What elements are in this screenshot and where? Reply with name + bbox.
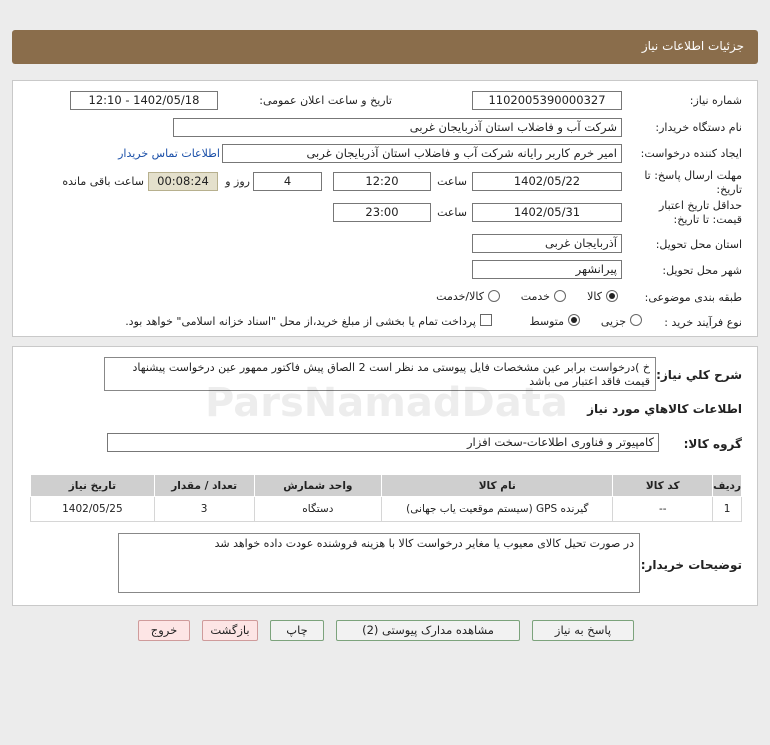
city-label: شهر محل تحویل: bbox=[662, 264, 742, 277]
reply-time-field: 12:20 bbox=[333, 172, 431, 191]
buyer-notes-text: در صورت تحیل کالای معیوب یا مغایر درخواست کالا با هزینه فروشنده عودت داده خواهد شد bbox=[214, 537, 634, 550]
process-radio-medium[interactable] bbox=[568, 314, 580, 326]
description-textarea bbox=[104, 357, 656, 391]
validity-time-field: 23:00 bbox=[333, 203, 431, 222]
days-label: روز و bbox=[225, 175, 250, 188]
process-option-medium: متوسط bbox=[529, 315, 564, 328]
cell-need-date: 1402/05/25 bbox=[31, 497, 155, 522]
attachments-button[interactable]: مشاهده مدارک پیوستی (2) bbox=[336, 620, 520, 641]
col-need-date: تاریخ نیاز bbox=[31, 475, 155, 497]
category-label: طبقه بندی موضوعی: bbox=[644, 291, 742, 304]
col-quantity: تعداد / مقدار bbox=[154, 475, 254, 497]
cell-goods-name: گیرنده GPS (سیستم موقعیت یاب جهانی) bbox=[382, 497, 613, 522]
days-remaining-field: 4 bbox=[253, 172, 322, 191]
back-button[interactable]: بازگشت bbox=[202, 620, 258, 641]
description-text: خ )درخواست برابر عین مشخصات فایل پیوستی مد نظر است 2 الصاق پیش فاکتور ممهور عین درخواست پیشنهاد قیمت فاقد اعتبار می باشد bbox=[132, 361, 650, 388]
category-radio-goods-service[interactable] bbox=[488, 290, 500, 302]
requester-field: امیر خرم کاربر رایانه شرکت آب و فاضلاب استان آذربایجان غربی bbox=[222, 144, 622, 163]
reply-time-label: ساعت bbox=[437, 175, 467, 188]
remaining-time-field: 00:08:24 bbox=[148, 172, 218, 191]
reply-button[interactable]: پاسخ به نیاز bbox=[532, 620, 634, 641]
buyer-notes-label: توضیحات خریدار: bbox=[640, 558, 742, 572]
buyer-notes-textarea bbox=[118, 533, 640, 593]
cell-goods-code: -- bbox=[613, 497, 713, 522]
buyer-contact-link[interactable]: اطلاعات تماس خریدار bbox=[118, 147, 220, 160]
category-option-service: خدمت bbox=[520, 290, 550, 303]
page-title: جزئیات اطلاعات نیاز bbox=[641, 39, 744, 53]
treasury-payment-checkbox[interactable] bbox=[480, 314, 492, 326]
validity-label: حداقل تاریخ اعتبار bbox=[658, 199, 742, 212]
reply-date-field: 1402/05/22 bbox=[472, 172, 622, 191]
table-row bbox=[31, 497, 742, 522]
cell-quantity: 3 bbox=[154, 497, 254, 522]
col-goods-name: نام کالا bbox=[382, 475, 613, 497]
exit-button[interactable]: خروج bbox=[138, 620, 190, 641]
goods-table bbox=[30, 474, 742, 522]
category-radio-service[interactable] bbox=[554, 290, 566, 302]
province-field: آذربایجان غربی bbox=[472, 234, 622, 253]
goods-group-field: کامپیوتر و فناوری اطلاعات-سخت افزار bbox=[107, 433, 659, 452]
validity-time-label: ساعت bbox=[437, 206, 467, 219]
announce-datetime-label: تاریخ و ساعت اعلان عمومی: bbox=[259, 94, 392, 107]
print-button[interactable]: چاپ bbox=[270, 620, 324, 641]
page-title-bar bbox=[12, 30, 758, 64]
col-goods-code: کد کالا bbox=[613, 475, 713, 497]
treasury-payment-note: پرداخت تمام یا بخشی از مبلغ خرید،از محل "اسناد خزانه اسلامی" خواهد بود. bbox=[125, 315, 476, 328]
col-unit: واحد شمارش bbox=[254, 475, 382, 497]
province-label: استان محل تحویل: bbox=[655, 238, 742, 251]
need-number-field: 1102005390000327 bbox=[472, 91, 622, 110]
goods-table-header bbox=[31, 475, 742, 497]
process-option-minor: جزیی bbox=[600, 315, 626, 328]
category-option-goods: کالا bbox=[587, 290, 602, 303]
goods-group-label: گروه کالا: bbox=[683, 437, 742, 451]
announce-datetime-field: 1402/05/18 - 12:10 bbox=[70, 91, 218, 110]
buyer-org-field: شرکت آب و فاضلاب استان آذربایجان غربی bbox=[173, 118, 622, 137]
reply-deadline-label: مهلت ارسال پاسخ: تا bbox=[644, 169, 742, 182]
description-label: شرح کلي نیاز: bbox=[656, 368, 742, 382]
col-row-number: ردیف bbox=[713, 475, 742, 497]
cell-row-number: 1 bbox=[713, 497, 742, 522]
remaining-time-label: ساعت باقی مانده bbox=[62, 175, 144, 188]
validity-label-date: قیمت: تا تاریخ: bbox=[673, 213, 742, 226]
category-radio-goods[interactable] bbox=[606, 290, 618, 302]
requester-label: ایجاد کننده درخواست: bbox=[640, 147, 742, 160]
category-option-goods-service: کالا/خدمت bbox=[436, 290, 484, 303]
buyer-org-label: نام دستگاه خریدار: bbox=[655, 121, 742, 134]
city-field: پیرانشهر bbox=[472, 260, 622, 279]
validity-date-field: 1402/05/31 bbox=[472, 203, 622, 222]
cell-unit: دستگاه bbox=[254, 497, 382, 522]
process-type-label: نوع فرآیند خرید : bbox=[664, 316, 742, 329]
goods-section-title: اطلاعات کالاهاي مورد نياز bbox=[587, 402, 742, 416]
reply-deadline-label-date: تاریخ: bbox=[716, 183, 742, 196]
process-radio-minor[interactable] bbox=[630, 314, 642, 326]
need-number-label: شماره نیاز: bbox=[689, 94, 742, 107]
